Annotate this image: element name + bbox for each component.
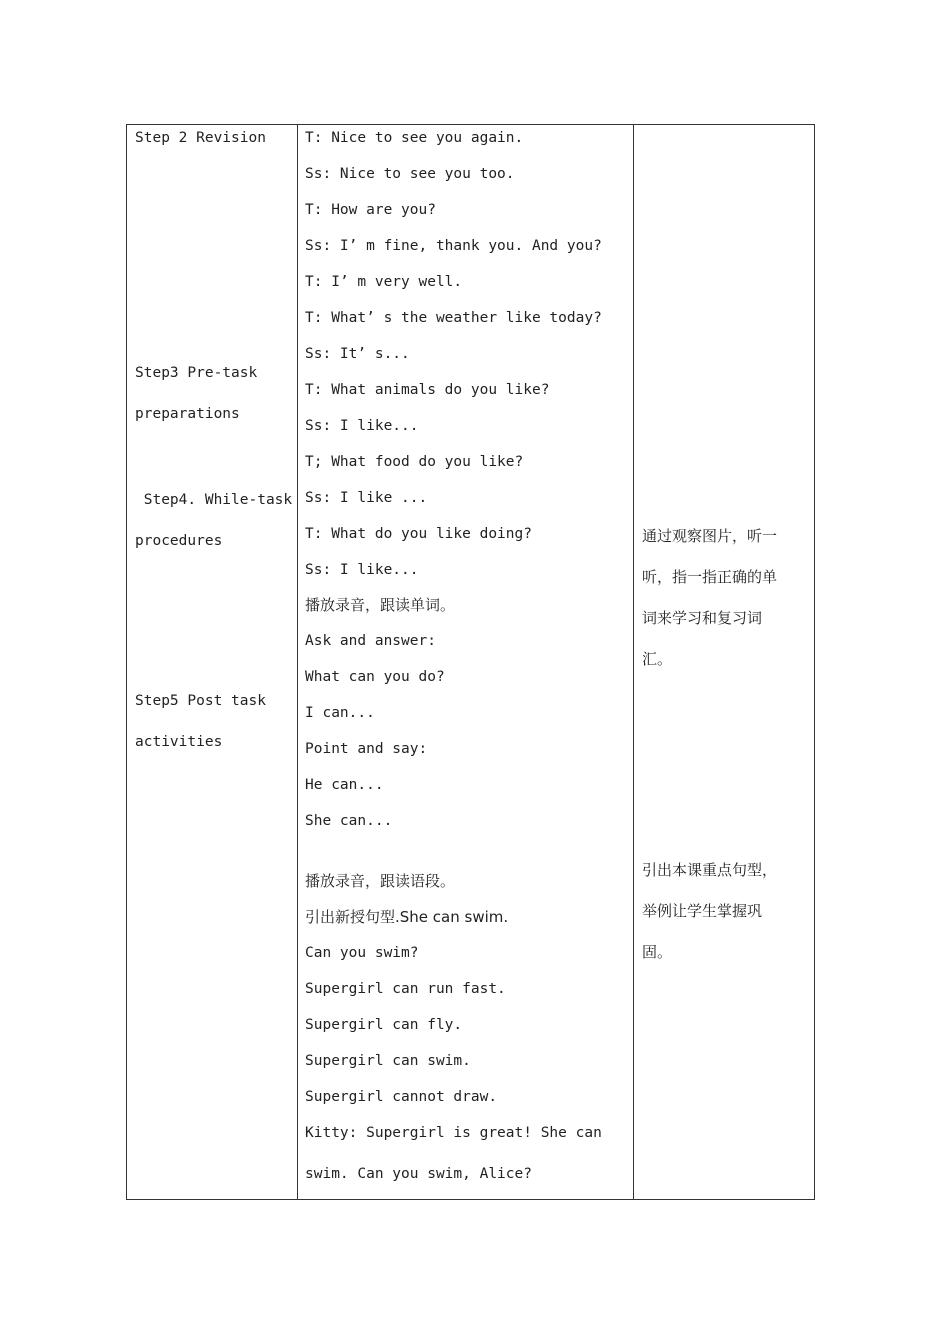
activity-line: T: What do you like doing?: [305, 526, 532, 542]
activity-line: What can you do?: [305, 669, 445, 685]
activity-line: Point and say:: [305, 741, 428, 757]
purpose-note: 汇。: [642, 650, 673, 668]
step-label: procedures: [135, 533, 223, 549]
activity-line: T: How are you?: [305, 202, 436, 218]
step-label: activities: [135, 734, 223, 750]
activity-line: Ss: I like...: [305, 418, 419, 434]
activity-line: T: I’ m very well.: [305, 274, 463, 290]
activity-line: T: What animals do you like?: [305, 382, 550, 398]
activity-line: swim. Can you swim, Alice?: [305, 1166, 532, 1182]
activity-line: T: What’ s the weather like today?: [305, 310, 602, 326]
activity-line: T: Nice to see you again.: [305, 130, 524, 146]
activity-line: I can...: [305, 705, 375, 721]
activity-line: 播放录音，跟读语段。: [305, 872, 456, 890]
step-label: Step5 Post task: [135, 693, 266, 709]
activity-line: Can you swim?: [305, 945, 419, 961]
activity-line: Ss: I’ m fine, thank you. And you?: [305, 238, 602, 254]
activity-line: 引出新授句型.She can swim.: [305, 908, 509, 926]
activity-line: He can...: [305, 777, 384, 793]
purpose-note: 听，指一指正确的单: [642, 568, 778, 586]
activity-line: Supergirl cannot draw.: [305, 1089, 498, 1105]
activity-line: Supergirl can swim.: [305, 1053, 471, 1069]
purpose-note: 通过观察图片，听一: [642, 527, 778, 545]
column-divider: [297, 125, 298, 1199]
step-label: Step 2 Revision: [135, 130, 266, 146]
activity-line: Kitty: Supergirl is great! She can: [305, 1125, 602, 1141]
activity-line: T; What food do you like?: [305, 454, 524, 470]
column-divider: [633, 125, 634, 1199]
purpose-note: 固。: [642, 943, 673, 961]
step-label: Step3 Pre-task: [135, 365, 258, 381]
purpose-note: 引出本课重点句型，: [642, 861, 778, 879]
activity-line: Ask and answer:: [305, 633, 436, 649]
activity-line: Ss: Nice to see you too.: [305, 166, 515, 182]
activity-line: Ss: It’ s...: [305, 346, 410, 362]
step-label: Step4. While-task: [135, 492, 293, 508]
activity-line: She can...: [305, 813, 393, 829]
activity-line: Ss: I like...: [305, 562, 419, 578]
step-label: preparations: [135, 406, 240, 422]
purpose-note: 举例让学生掌握巩: [642, 902, 763, 920]
activity-line: 播放录音，跟读单词。: [305, 596, 456, 614]
activity-line: Supergirl can run fast.: [305, 981, 506, 997]
activity-line: Supergirl can fly.: [305, 1017, 463, 1033]
lesson-plan-table: [126, 124, 815, 1200]
purpose-note: 词来学习和复习词: [642, 609, 763, 627]
activity-line: Ss: I like ...: [305, 490, 428, 506]
